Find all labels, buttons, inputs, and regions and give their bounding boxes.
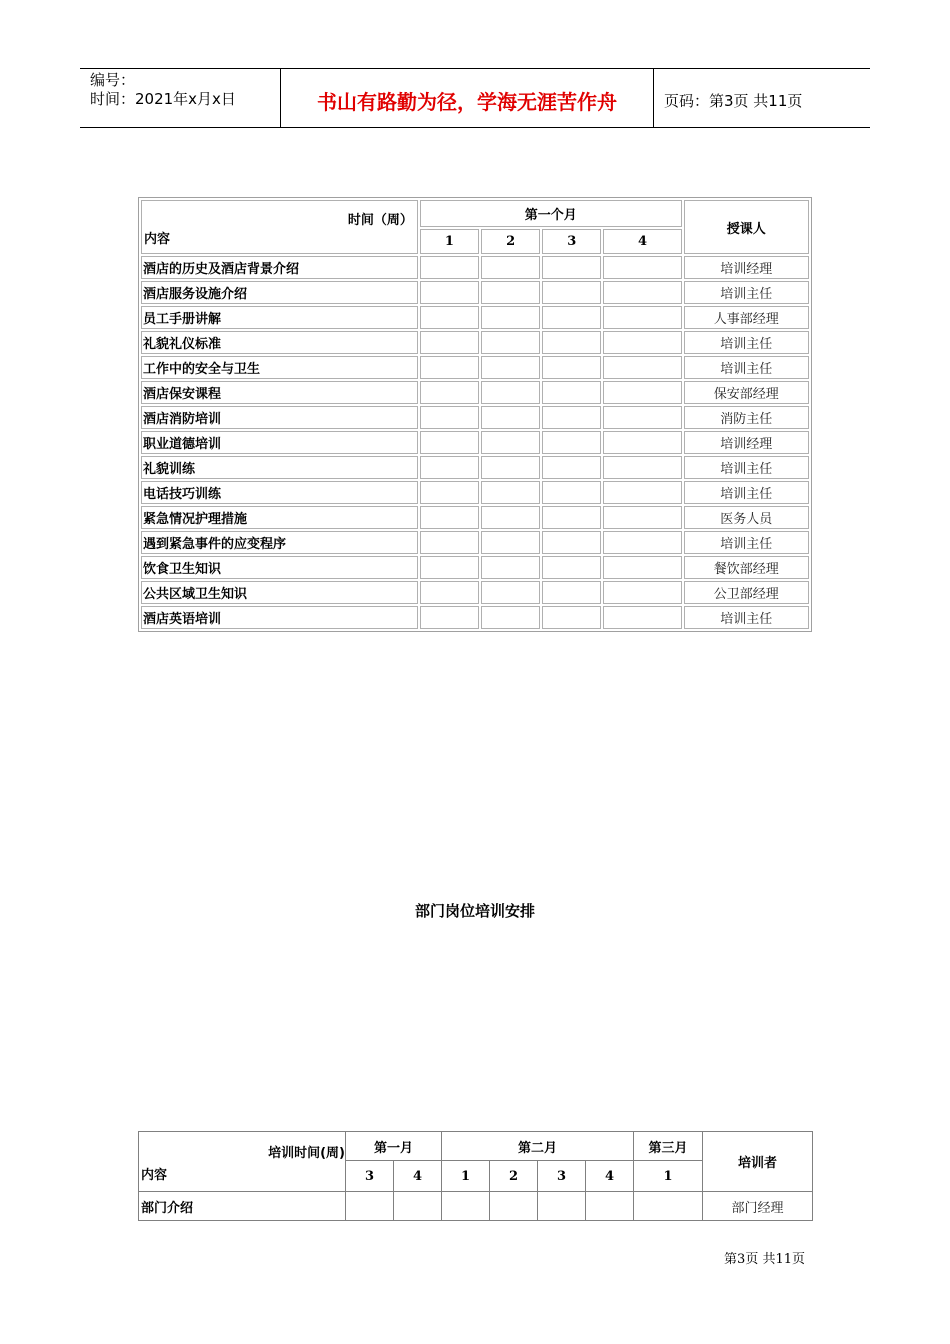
schedule-cell [603,581,681,604]
table1-content-label: 内容 [144,232,171,247]
lecturer-cell: 培训主任 [684,356,809,379]
schedule-cell [490,1192,538,1221]
lecturer-cell: 培训经理 [684,431,809,454]
schedule-cell [542,281,601,304]
table2-month-2: 第二月 [442,1132,634,1161]
lecturer-cell: 培训主任 [684,331,809,354]
schedule-cell [420,381,479,404]
table-row [141,481,809,504]
table1-month-header: 第一个月 [420,200,682,227]
header-meta [80,69,281,127]
schedule-cell [420,281,479,304]
schedule-cell [603,531,681,554]
schedule-cell [481,306,540,329]
training-content-cell: 酒店保安课程 [141,381,418,404]
schedule-cell [420,406,479,429]
table2-corner-header [139,1132,346,1192]
section-title: 部门岗位培训安排 [414,902,535,920]
schedule-cell [481,281,540,304]
schedule-cell [542,531,601,554]
schedule-cell [542,331,601,354]
table2-week-header: 4 [394,1161,442,1192]
page-footer: 第3页 共11页 [724,1252,805,1267]
table1-week-header: 2 [481,229,540,254]
schedule-cell [603,281,681,304]
table-row [139,1192,813,1221]
table-row [141,306,809,329]
schedule-cell [603,456,681,479]
schedule-cell [542,406,601,429]
lecturer-cell: 培训主任 [684,281,809,304]
schedule-cell [542,456,601,479]
schedule-cell [346,1192,394,1221]
schedule-cell [542,431,601,454]
table-row [141,506,809,529]
training-content-cell: 饮食卫生知识 [141,556,418,579]
schedule-cell [603,606,681,629]
schedule-cell [542,556,601,579]
table1-week-header: 4 [603,229,681,254]
schedule-cell [603,406,681,429]
training-content-cell: 员工手册讲解 [141,306,418,329]
schedule-cell [481,406,540,429]
schedule-cell [481,381,540,404]
schedule-cell [603,381,681,404]
table-row [141,331,809,354]
training-content-cell: 电话技巧训练 [141,481,418,504]
schedule-cell [603,256,681,279]
lecturer-cell: 医务人员 [684,506,809,529]
schedule-cell [420,506,479,529]
table2-month-3: 第三月 [634,1132,703,1161]
trainer-cell: 部门经理 [703,1192,813,1221]
table-row [141,431,809,454]
schedule-cell [603,331,681,354]
table-row [141,456,809,479]
schedule-cell [420,456,479,479]
schedule-cell [420,481,479,504]
table-row [141,406,809,429]
schedule-cell [420,531,479,554]
training-content-cell: 酒店服务设施介绍 [141,281,418,304]
training-content-cell: 酒店的历史及酒店背景介绍 [141,256,418,279]
schedule-cell [481,531,540,554]
table2-week-header: 1 [634,1161,703,1192]
lecturer-cell: 人事部经理 [684,306,809,329]
schedule-cell [420,556,479,579]
header-motto: 书山有路勤为径，学海无涯苦作舟 [281,69,654,127]
schedule-cell [481,431,540,454]
table-row [141,581,809,604]
schedule-cell [420,581,479,604]
lecturer-cell: 消防主任 [684,406,809,429]
table2-week-header: 4 [586,1161,634,1192]
table1-week-header: 1 [420,229,479,254]
lecturer-cell: 公卫部经理 [684,581,809,604]
schedule-cell [481,606,540,629]
schedule-cell [603,306,681,329]
table1-time-week-label: 时间（周） [347,213,413,228]
training-content-cell: 礼貌训练 [141,456,418,479]
lecturer-cell: 培训主任 [684,606,809,629]
training-content-cell: 部门介绍 [139,1192,346,1221]
schedule-cell [481,356,540,379]
training-content-cell: 职业道德培训 [141,431,418,454]
schedule-cell [538,1192,586,1221]
schedule-cell [586,1192,634,1221]
table2-month-1: 第一月 [346,1132,442,1161]
table-row [141,606,809,629]
lecturer-cell: 培训主任 [684,456,809,479]
schedule-cell [481,581,540,604]
schedule-cell [542,306,601,329]
table-row [141,281,809,304]
schedule-cell [542,606,601,629]
lecturer-cell: 餐饮部经理 [684,556,809,579]
schedule-cell [603,431,681,454]
time-label: 时间：2021年x月x日 [90,90,236,108]
table-row [141,556,809,579]
department-training-table [138,1131,813,1221]
table-row [141,256,809,279]
table-row [141,381,809,404]
schedule-cell [542,481,601,504]
training-content-cell: 遇到紧急事件的应变程序 [141,531,418,554]
page-header [80,68,870,128]
schedule-cell [542,256,601,279]
schedule-cell [481,481,540,504]
schedule-cell [634,1192,703,1221]
table2-week-header: 2 [490,1161,538,1192]
schedule-cell [481,456,540,479]
orientation-training-table [138,197,812,632]
schedule-cell [420,606,479,629]
training-content-cell: 紧急情况护理措施 [141,506,418,529]
code-label: 编号： [90,71,136,89]
schedule-cell [542,381,601,404]
table-row [141,356,809,379]
table2-week-header: 3 [538,1161,586,1192]
lecturer-cell: 保安部经理 [684,381,809,404]
schedule-cell [442,1192,490,1221]
schedule-cell [481,256,540,279]
schedule-cell [603,556,681,579]
table2-week-header: 1 [442,1161,490,1192]
training-content-cell: 酒店英语培训 [141,606,418,629]
table2-week-header: 3 [346,1161,394,1192]
training-content-cell: 工作中的安全与卫生 [141,356,418,379]
lecturer-cell: 培训经理 [684,256,809,279]
table2-trainer-header: 培训者 [703,1132,813,1192]
schedule-cell [603,356,681,379]
schedule-cell [542,356,601,379]
schedule-cell [420,306,479,329]
table2-time-week-label: 培训时间(周) [268,1146,345,1161]
schedule-cell [420,356,479,379]
header-page-info: 页码：第3页 共11页 [664,91,803,110]
table1-lecturer-header: 授课人 [684,200,809,254]
schedule-cell [420,431,479,454]
schedule-cell [481,506,540,529]
schedule-cell [603,506,681,529]
training-content-cell: 公共区域卫生知识 [141,581,418,604]
schedule-cell [542,506,601,529]
training-content-cell: 酒店消防培训 [141,406,418,429]
schedule-cell [394,1192,442,1221]
schedule-cell [542,581,601,604]
lecturer-cell: 培训主任 [684,481,809,504]
schedule-cell [420,331,479,354]
lecturer-cell: 培训主任 [684,531,809,554]
schedule-cell [420,256,479,279]
training-content-cell: 礼貌礼仪标准 [141,331,418,354]
table1-week-header: 3 [542,229,601,254]
table1-corner-header [141,200,418,254]
schedule-cell [603,481,681,504]
table-row [141,531,809,554]
schedule-cell [481,556,540,579]
schedule-cell [481,331,540,354]
table2-content-label: 内容 [141,1168,168,1183]
